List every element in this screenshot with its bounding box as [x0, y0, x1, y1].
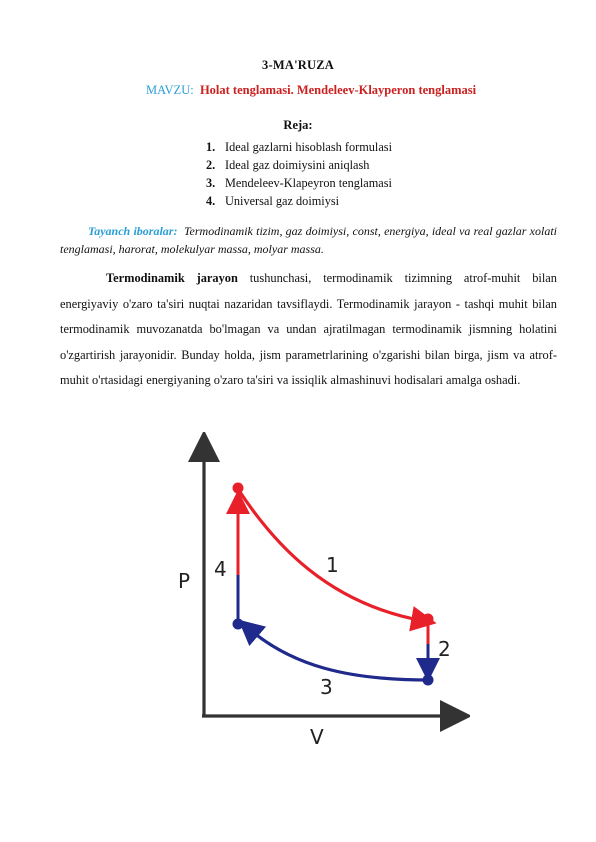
- state-point-cold-end: [233, 619, 244, 630]
- keywords-block: [60, 222, 557, 258]
- plan-item-text: Ideal gaz doimiysini aniqlash: [225, 158, 370, 172]
- plan-item-text: Mendeleev-Klapeyron tenglamasi: [225, 176, 392, 190]
- process-3-curve: [248, 628, 428, 680]
- plan-item-number: 4.: [206, 194, 216, 208]
- state-point-cold-start: [423, 675, 434, 686]
- topic-text: Holat tenglamasi. Mendeleev-Klayperon tenglamasi: [199, 83, 477, 97]
- plan-item-text: Ideal gazlarni hisoblash formulasi: [225, 140, 392, 154]
- lecture-title: 3-MA'RUZA: [262, 58, 334, 72]
- plan-item-text: Universal gaz doimiysi: [225, 194, 340, 208]
- state-point-hot-end: [423, 614, 434, 625]
- keywords-label: Tayanch iboralar:: [88, 224, 178, 238]
- plan-item-number: 1.: [206, 140, 216, 154]
- paragraph-term: Termodinamik jarayon: [106, 271, 238, 285]
- paragraph-text: tushunchasi, termodinamik tizimning atrof-muhit bilan energiyaviy o'zaro ta'siri nuqtai nazaridan tavsiflaydi. Termodinamik jarayon - tashqi muhit bilan termodinamik muvozanatda bo'lmagan va undan ajratilmagan termodinamik jismning holatini o'zgartirish jarayonidir. Bunday holda, jism parametrlarining o'zgarishi bilan birga, jism va atrof-muhit o'rtasidagi energiyaning o'zaro ta'siri va issiqlik almashinuvi hodisalari amalga oshadi.: [60, 271, 557, 388]
- y-axis-label: P: [178, 569, 191, 593]
- process-label-4: 4: [214, 557, 227, 581]
- plan-heading: Reja:: [283, 118, 313, 132]
- plan-item-number: 2.: [206, 158, 216, 172]
- state-point-hot-start: [233, 483, 244, 494]
- plan-item: [206, 192, 392, 210]
- plan-item: [206, 174, 392, 192]
- topic-label: MAVZU:: [146, 83, 194, 97]
- topic-line: [146, 83, 476, 98]
- process-label-3: 3: [320, 675, 333, 699]
- process-label-1: 1: [326, 553, 339, 577]
- plan-item-number: 3.: [206, 176, 216, 190]
- x-axis-label: V: [310, 725, 324, 749]
- body-paragraph: [60, 266, 557, 394]
- plan-item: [206, 138, 392, 156]
- plan-item: [206, 156, 392, 174]
- process-label-2: 2: [438, 637, 451, 661]
- pv-cycle-diagram: [170, 432, 470, 752]
- plan-list: [206, 138, 392, 210]
- keywords-text: Termodinamik tizim, gaz doimiysi, const, energiya, ideal va real gazlar xolati tenglamasi, harorat, molekulyar massa, molyar massa.: [60, 224, 558, 256]
